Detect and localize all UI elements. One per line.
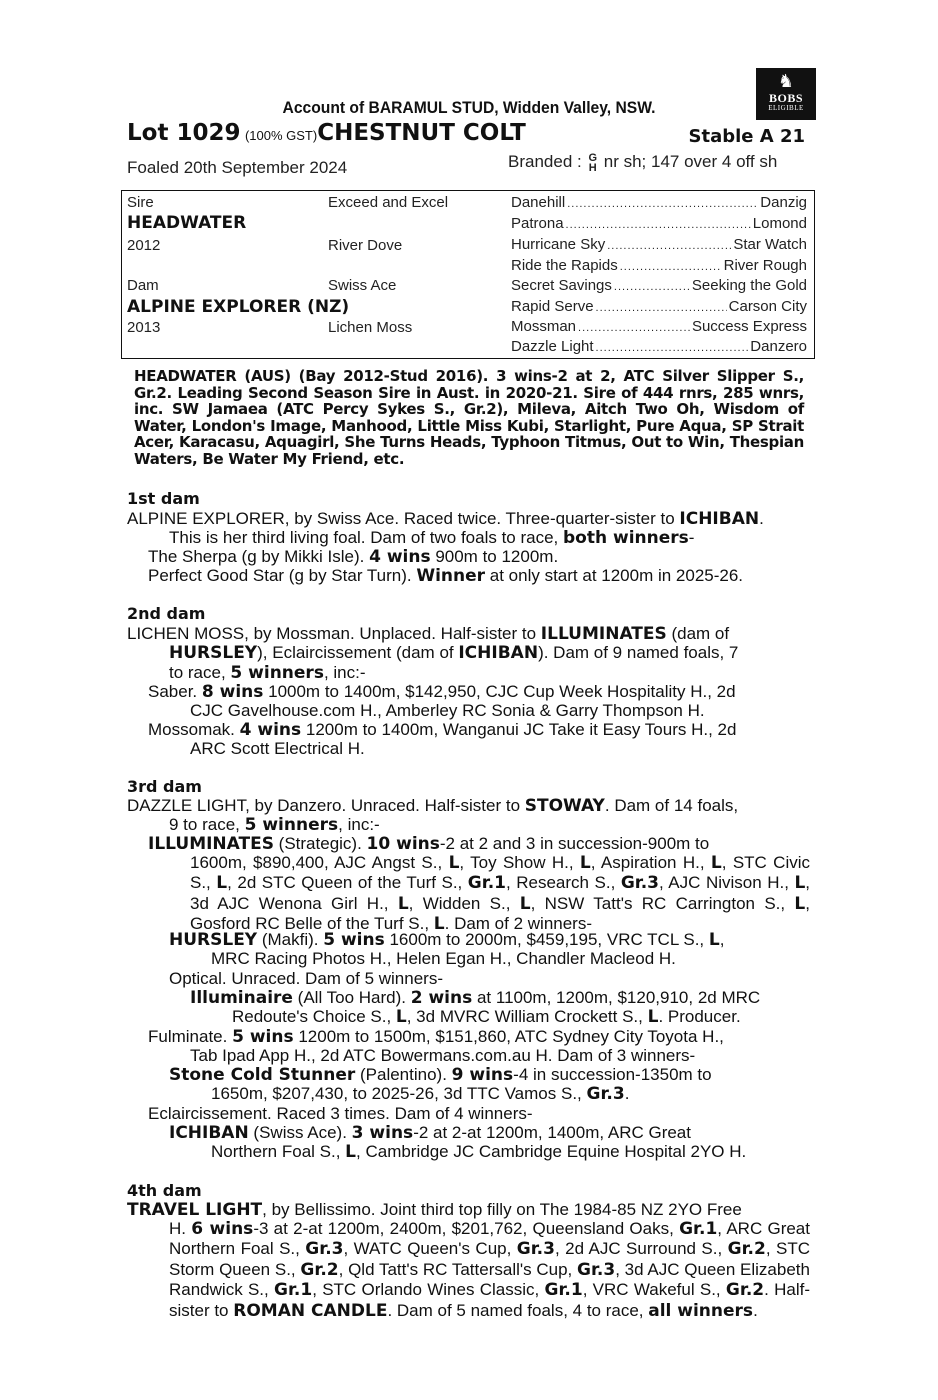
third-dam-heading: 3rd dam xyxy=(127,777,202,796)
ancestor-row: Danehill ..... Danzig xyxy=(511,194,807,214)
fourth-dam-heading: 4th dam xyxy=(127,1181,202,1200)
progeny-line: Perfect Good Star (g by Star Turn). Winner at only start at 1200m in 2025-26. xyxy=(148,566,744,586)
sire-year: 2012 xyxy=(127,237,161,254)
ancestor-row: Mossman ..... Success Express xyxy=(511,318,807,338)
sire-name: HEADWATER xyxy=(127,213,247,233)
brand-mark: G H xyxy=(588,151,598,174)
ancestor-row: Rapid Serve ..... Carson City xyxy=(511,298,807,318)
second-dam-text: LICHEN MOSS, by Mossman. Unplaced. Half-sister to ILLUMINATES (dam of xyxy=(127,624,730,644)
dam-year: 2013 xyxy=(127,319,161,336)
horse-icon: ♞ xyxy=(777,71,795,91)
pedigree-table xyxy=(121,190,815,359)
progeny-line: Optical. Unraced. Dam of 5 winners- xyxy=(169,969,443,988)
horse-description: CHESTNUT COLT xyxy=(317,120,526,146)
sire-sire: Exceed and Excel xyxy=(328,194,449,211)
progeny-line: Stone Cold Stunner (Palentino). 9 wins-4 in succession-1350m to xyxy=(169,1065,712,1085)
lot-title-line xyxy=(127,120,817,152)
ancestor-row: Dazzle Light ..... Danzero xyxy=(511,338,807,358)
gst-note: (100% GST) xyxy=(244,128,318,143)
progeny-line: The Sherpa (g by Mikki Isle). 4 wins 900m to 1200m. xyxy=(148,547,559,567)
first-dam-text: ALPINE EXPLORER, by Swiss Ace. Raced twice. Three-quarter-sister to ICHIBAN. xyxy=(127,509,764,529)
sire-dam: River Dove xyxy=(328,237,403,254)
progeny-line: Mossomak. 4 wins 1200m to 1400m, Wanganui JC Take it Easy Tours H., 2d xyxy=(148,720,737,740)
first-dam-heading: 1st dam xyxy=(127,489,200,508)
sire-label: Sire xyxy=(127,194,154,211)
ancestor-row: Hurricane Sky ..... Star Watch xyxy=(511,236,807,256)
progeny-line: Illuminaire (All Too Hard). 2 wins at 1100m, 1200m, $120,910, 2d MRC xyxy=(190,988,761,1008)
lot-number: Lot 1029 xyxy=(127,120,241,146)
bobs-eligible-logo: ♞ BOBS ELIGIBLE xyxy=(756,68,816,120)
progeny-line: HURSLEY (Makfi). 5 wins 1600m to 2000m, $459,195, VRC TCL S., L, xyxy=(169,930,725,950)
brand-description: Branded : G H nr sh; 147 over 4 off sh xyxy=(508,151,778,174)
progeny-line: Fulminate. 5 wins 1200m to 1500m, $151,860, ATC Sydney City Toyota H., xyxy=(148,1027,724,1047)
fourth-dam-text: TRAVEL LIGHT, by Bellissimo. Joint third top filly on The 1984-85 NZ 2YO Free xyxy=(127,1200,742,1220)
foaled-date: Foaled 20th September 2024 xyxy=(127,158,348,177)
dam-name: ALPINE EXPLORER (NZ) xyxy=(127,297,350,317)
consignor-line: Account of BARAMUL STUD, Widden Valley, NSW. xyxy=(282,98,656,117)
second-dam-heading: 2nd dam xyxy=(127,604,206,623)
progeny-line: Saber. 8 wins 1000m to 1400m, $142,950, CJC Cup Week Hospitality H., 2d xyxy=(148,682,736,702)
ancestor-row: Patrona ..... Lomond xyxy=(511,215,807,235)
third-dam-text: DAZZLE LIGHT, by Danzero. Unraced. Half-sister to STOWAY. Dam of 14 foals, xyxy=(127,796,739,816)
progeny-line: Eclaircissement. Raced 3 times. Dam of 4 winners- xyxy=(148,1104,533,1123)
dam-label: Dam xyxy=(127,277,159,294)
ancestor-row: Ride the Rapids ..... River Rough xyxy=(511,257,807,277)
dam-dam: Lichen Moss xyxy=(328,319,413,336)
stable-location: Stable A 21 xyxy=(688,126,805,147)
ancestor-row: Secret Savings ..... Seeking the Gold xyxy=(511,277,807,297)
progeny-line: ILLUMINATES (Strategic). 10 wins-2 at 2 and 3 in succession-900m to xyxy=(148,834,710,854)
progeny-line: ICHIBAN (Swiss Ace). 3 wins-2 at 2-at 1200m, 1400m, ARC Great xyxy=(169,1123,691,1143)
sire-summary: HEADWATER (AUS) (Bay 2012-Stud 2016). 3 wins-2 at 2, ATC Silver Slipper S., Gr.2. Leading Second Season Sire in Aust. in 2020-21. Sire of 444 rnrs, 285 wnrs, inc. SW Jamaea (ATC Percy Sykes S., Gr.2), Mileva, Aitch Two Oh, Wisdom of Water, London's Image, Manhood, Little Miss Kubi, Starlight, Pure Aqua, SP Strait Acer, Karacasu, Aquagirl, She Turns Heads, Typhoon Titmus, Out to Win, Thespian Waters, Be Water My Friend, etc. xyxy=(134,367,804,468)
dam-sire: Swiss Ace xyxy=(328,277,397,294)
